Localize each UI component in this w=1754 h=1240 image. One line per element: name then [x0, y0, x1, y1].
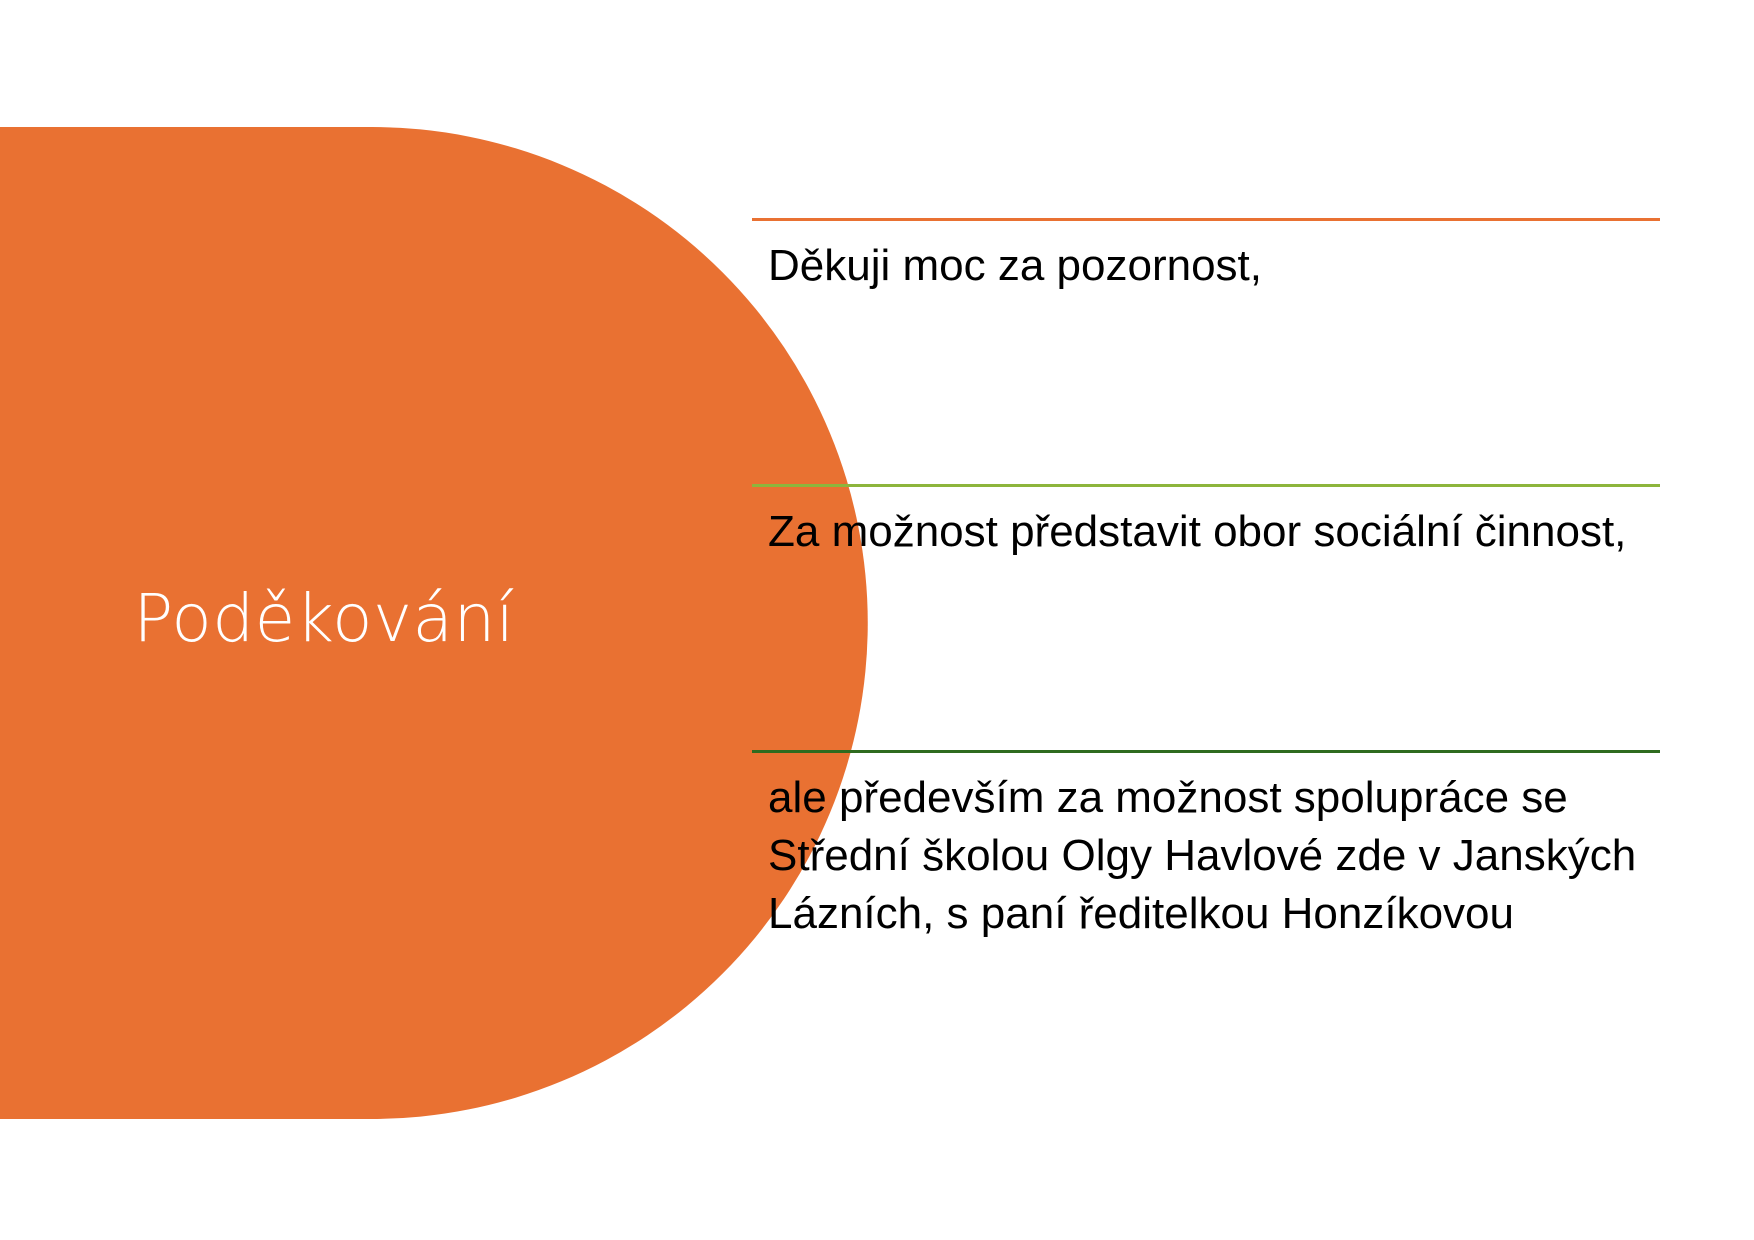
slide-title: Poděkování — [133, 580, 515, 657]
content-item-cooperation — [752, 750, 1660, 943]
item-text: Děkuji moc za pozornost, — [768, 241, 1262, 290]
item-text: ale především za možnost spolupráce se Střední školou Olgy Havlové zde v Janských Lázních, s paní ředitelkou Honzíkovou — [768, 773, 1637, 938]
content-item-thanks — [752, 218, 1660, 295]
dark-green-divider — [752, 750, 1660, 753]
content-item-field — [752, 484, 1660, 561]
light-green-divider — [752, 484, 1660, 487]
item-text: Za možnost představit obor sociální činnost, — [768, 507, 1627, 556]
orange-divider — [752, 218, 1660, 221]
